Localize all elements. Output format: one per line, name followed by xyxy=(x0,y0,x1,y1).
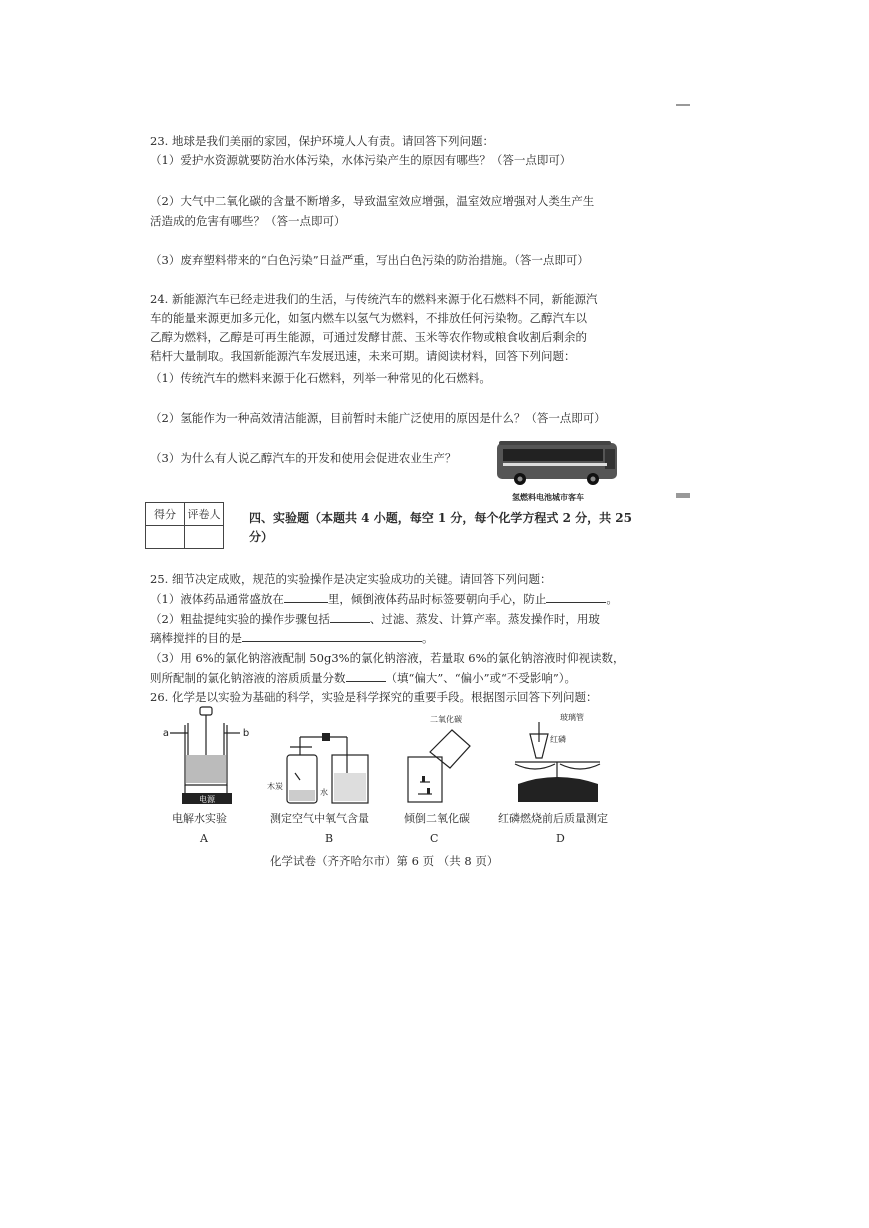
score-table xyxy=(145,502,224,549)
answer-blank-3[interactable] xyxy=(330,611,370,623)
q25-part2-text-a: （2）粗盐提纯实验的操作步骤包括 xyxy=(150,612,330,626)
q23-stem: 23. 地球是我们美丽的家园，保护环境人人有责。请回答下列问题： xyxy=(150,134,494,148)
q25-part3-line2 xyxy=(150,670,576,686)
charcoal-label: 木炭 xyxy=(267,782,283,791)
q25-part1-text-b: 里，倾倒液体药品时标签要朝向手心，防止 xyxy=(327,592,547,606)
score-cell[interactable] xyxy=(146,526,185,549)
electrode-a-label: a xyxy=(162,728,170,739)
q25-stem: 25. 细节决定成败，规范的实验操作是决定实验成功的关键。请回答下列问题： xyxy=(150,572,552,586)
q24-part2: （2）氢能作为一种高效清洁能源，目前暂时未能广泛使用的原因是什么？（答一点即可） xyxy=(150,411,606,425)
electrode-b-label: b xyxy=(242,728,250,739)
q23-part3: （3）废弃塑料带来的“白色污染”日益严重，写出白色污染的防治措施。（答一点即可） xyxy=(150,253,589,267)
q25-part3-text-b: （填“偏大”、“偏小”或“不受影响”）。 xyxy=(385,671,577,685)
q25-part1-text-a: （1）液体药品通常盛放在 xyxy=(150,592,284,606)
figure-d-balance-apparatus xyxy=(510,712,605,807)
figure-a-letter: A xyxy=(200,832,208,845)
q26-stem: 26. 化学是以实验为基础的科学，实验是科学探究的重要手段。根据图示回答下列问题： xyxy=(150,690,598,704)
q25-part2-line2-text-b: 。 xyxy=(422,631,434,645)
q25-part2-line2 xyxy=(150,630,434,646)
section4-heading xyxy=(249,509,639,547)
water-label: 水 xyxy=(320,788,328,797)
answer-blank-1[interactable] xyxy=(284,591,328,603)
q24-line4: 秸杆大量制取。我国新能源汽车发展迅速，未来可期。请阅读材料，回答下列问题： xyxy=(150,349,576,363)
page-footer: 化学试卷（齐齐哈尔市）第 6 页 （共 8 页） xyxy=(270,854,499,868)
figure-d-caption: 红磷燃烧前后质量测定 xyxy=(498,812,608,825)
q25-part3-line1: （3）用 6%的氯化钠溶液配制 50g3%的氯化钠溶液，若量取 6%的氯化钠溶液时仰视读数， xyxy=(150,651,625,665)
figure-a-electrolysis-apparatus xyxy=(160,705,250,805)
power-supply-label: 电源 xyxy=(199,795,215,804)
figure-c-pouring-co2-apparatus xyxy=(400,712,480,807)
figure-c-letter: C xyxy=(430,832,439,845)
q25-part3-text-a: 则所配制的氯化钠溶液的溶质质量分数 xyxy=(150,671,346,685)
figure-b-caption: 测定空气中氧气含量 xyxy=(270,812,369,825)
q23-part1: （1）爱护水资源就要防治水体污染，水体污染产生的原因有哪些？（答一点即可） xyxy=(150,153,572,167)
q23-part2-line1: （2）大气中二氧化碳的含量不断增多，导致温室效应增强，温室效应增强对人类生产生 xyxy=(150,194,595,208)
q25-part1-text-c: 。 xyxy=(606,592,618,606)
section4-line1: 四、实验题（本题共 4 小题，每空 1 分，每个化学方程式 2 分，共 25 xyxy=(249,511,632,525)
q24-line1: 24. 新能源汽车已经走进我们的生活，与传统汽车的燃料来源于化石燃料不同，新能源汽 xyxy=(150,292,598,306)
q23-part2-line2: 活造成的危害有哪些？（答一点即可） xyxy=(150,214,346,228)
scan-mark-top xyxy=(676,104,690,106)
glass-tube-label: 玻璃管 xyxy=(560,713,584,722)
q25-part2-text-b: 、过滤、蒸发、计算产率。蒸发操作时，用玻 xyxy=(369,612,600,626)
figure-b-letter: B xyxy=(325,832,334,845)
q25-part2-line2-text-a: 璃棒搅拌的目的是 xyxy=(150,631,242,645)
answer-blank-5[interactable] xyxy=(346,670,386,682)
q24-part3: （3）为什么有人说乙醇汽车的开发和使用会促进农业生产？ xyxy=(150,451,457,465)
co2-label: 二氧化碳 xyxy=(430,715,462,724)
grader-header: 评卷人 xyxy=(185,503,224,526)
score-header: 得分 xyxy=(146,503,185,526)
q24-line3: 乙醇为燃料，乙醇是可再生能源，可通过发酵甘蔗、玉米等农作物或粮食收割后剩余的 xyxy=(150,330,587,344)
scan-mark-middle xyxy=(676,493,690,498)
figure-b-oxygen-measurement-apparatus xyxy=(262,725,382,805)
red-phosphorus-label: 红磷 xyxy=(550,735,566,744)
q25-part1 xyxy=(150,591,618,607)
section4-line2: 分） xyxy=(249,530,274,544)
figure-d-letter: D xyxy=(556,832,565,845)
q25-part2-line1 xyxy=(150,611,600,627)
answer-blank-4[interactable] xyxy=(242,630,422,642)
grader-cell[interactable] xyxy=(185,526,224,549)
q24-part1: （1）传统汽车的燃料来源于化石燃料，列举一种常见的化石燃料。 xyxy=(150,371,491,385)
figure-a-caption: 电解水实验 xyxy=(172,812,227,825)
bus-caption: 氢燃料电池城市客车 xyxy=(512,492,584,502)
answer-blank-2[interactable] xyxy=(546,591,606,603)
q24-line2: 车的能量来源更加多元化，如氢内燃车以氢气为燃料，不排放任何污染物。乙醇汽车以 xyxy=(150,311,587,325)
hydrogen-bus-image xyxy=(495,437,620,489)
figure-c-caption: 倾倒二氧化碳 xyxy=(404,812,470,825)
